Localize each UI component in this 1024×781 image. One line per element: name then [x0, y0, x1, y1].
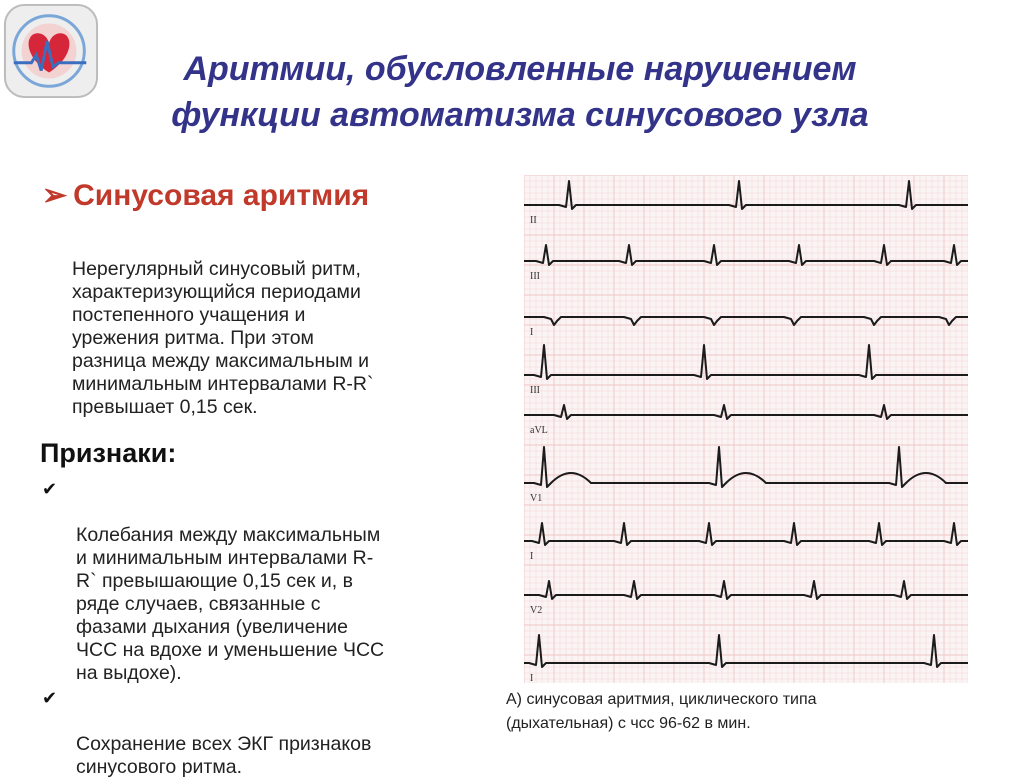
checkmark-icon: ✔ — [42, 688, 58, 708]
definition-paragraph: Нерегулярный синусовый ритм, характеризующийся периодами постепенного учащения и урежения ритма. При этом разница между максимальным и минимальным интервалами R-R` превышает 0,15 сек. — [72, 258, 374, 418]
slide-title — [80, 46, 960, 138]
sign-text: Колебания между максимальным и минимальным интервалами R- R` превышающие 0,15 сек и, в ряде случаев, связанные с фазами дыхания (увеличение ЧСС на вдохе и уменьшение ЧСС на выдохе). — [76, 524, 385, 684]
arrow-bullet-icon: ➢ — [42, 179, 68, 212]
ecg-lead-label: aVL — [530, 425, 548, 436]
ecg-strip-image — [524, 175, 968, 683]
sign-text: Сохранение всех ЭКГ признаков синусового ритма. — [76, 733, 372, 778]
list-item — [40, 478, 500, 685]
ecg-lead-label: II — [530, 215, 537, 226]
ecg-lead-label: III — [530, 271, 540, 282]
title-line-2: функции автоматизма синусового узла — [171, 96, 869, 134]
ecg-lead-label: I — [530, 551, 534, 562]
ecg-lead-label: I — [530, 673, 534, 683]
subheading-text: Синусовая аритмия — [73, 179, 370, 212]
subheading — [42, 178, 369, 213]
signs-heading: Признаки: — [40, 438, 177, 468]
ecg-lead-label: III — [530, 385, 540, 396]
ecg-caption: А) синусовая аритмия, циклического типа (дыхательная) с чсс 96-62 в мин. — [506, 691, 817, 732]
signs-list — [40, 478, 500, 781]
list-item — [40, 687, 500, 779]
ecg-lead-label: V1 — [530, 493, 543, 504]
checkmark-icon: ✔ — [42, 479, 58, 499]
title-line-1: Аритмии, обусловленные нарушением — [183, 50, 857, 88]
ecg-lead-label: I — [530, 327, 534, 338]
ecg-lead-label: V2 — [530, 605, 543, 616]
